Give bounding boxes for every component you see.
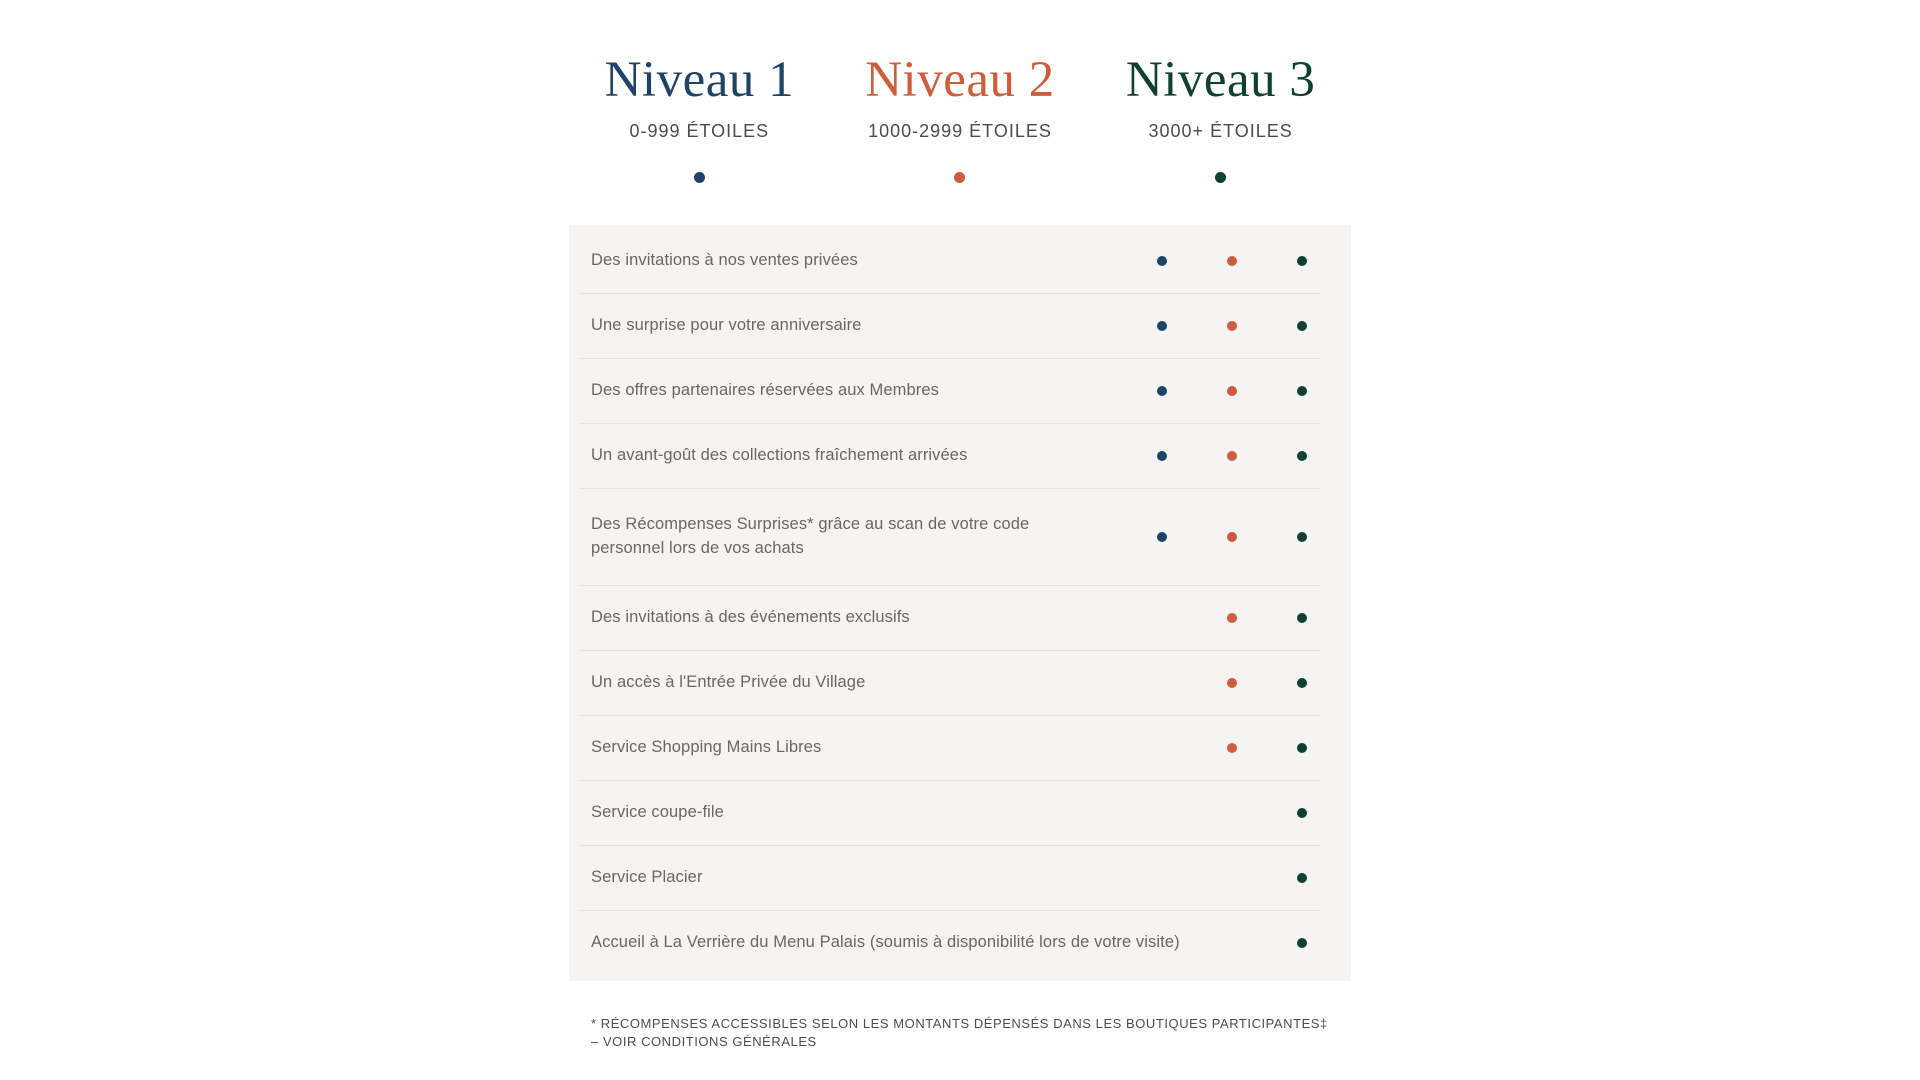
- level-2-dot: [1227, 256, 1237, 266]
- level-2-dot: [1227, 678, 1237, 688]
- benefit-row: [569, 716, 1351, 780]
- benefits-table: [569, 225, 1351, 981]
- benefit-label: Un avant-goût des collections fraîchement arrivées: [591, 446, 968, 465]
- level-2-cell: [1197, 532, 1267, 542]
- tier-subtitle: 3000+ ÉTOILES: [1148, 121, 1293, 141]
- tier-subtitle: 0-999 ÉTOILES: [629, 121, 770, 141]
- level-dots: [1127, 489, 1337, 585]
- level-1-cell: [1127, 256, 1197, 266]
- level-2-dot: [1227, 321, 1237, 331]
- tier-column-niveau-2: [830, 52, 1091, 183]
- level-3-dot: [1297, 743, 1307, 753]
- level-dots: [1127, 911, 1337, 975]
- level-3-cell: [1267, 321, 1337, 331]
- level-1-dot: [1157, 451, 1167, 461]
- loyalty-tiers-section: [569, 0, 1351, 1050]
- tier-title: Niveau 2: [865, 52, 1055, 108]
- benefit-row: [569, 846, 1351, 910]
- level-1-dot: [1157, 386, 1167, 396]
- benefit-label: Un accès à l'Entrée Privée du Village: [591, 673, 866, 692]
- benefit-row: [569, 781, 1351, 845]
- level-3-cell: [1267, 532, 1337, 542]
- level-3-cell: [1267, 808, 1337, 818]
- level-3-cell: [1267, 938, 1337, 948]
- benefit-label: Des invitations à nos ventes privées: [591, 251, 858, 270]
- tiers-header: [569, 52, 1351, 183]
- benefit-label: Une surprise pour votre anniversaire: [591, 316, 862, 335]
- level-3-dot: [1297, 678, 1307, 688]
- level-1-cell: [1127, 532, 1197, 542]
- tier-title: Niveau 3: [1125, 52, 1316, 108]
- benefit-label: Service Placier: [591, 868, 703, 887]
- benefit-label: Service Shopping Mains Libres: [591, 738, 822, 757]
- benefit-row: [569, 651, 1351, 715]
- level-3-dot: [1297, 256, 1307, 266]
- level-2-dot: [1227, 451, 1237, 461]
- level-3-dot: [1297, 386, 1307, 396]
- level-1-cell: [1127, 451, 1197, 461]
- level-3-dot: [1297, 321, 1307, 331]
- benefit-label: Service coupe-file: [591, 803, 724, 822]
- tier-column-niveau-3: [1090, 52, 1351, 183]
- tier-title: Niveau 1: [604, 52, 795, 108]
- footnote: [569, 1015, 1351, 1050]
- benefit-row: [569, 294, 1351, 358]
- level-2-cell: [1197, 743, 1267, 753]
- level-2-cell: [1197, 321, 1267, 331]
- level-1-dot: [1157, 321, 1167, 331]
- level-3-cell: [1267, 743, 1337, 753]
- level-3-cell: [1267, 873, 1337, 883]
- level-dots: [1127, 359, 1337, 423]
- benefit-label: Des Récompenses Surprises* grâce au scan de votre code personnel lors de vos achats: [591, 515, 1030, 557]
- level-1-dot: [1157, 256, 1167, 266]
- footnote-line: * RÉCOMPENSES ACCESSIBLES SELON LES MONTANTS DÉPENSÉS DANS LES BOUTIQUES PARTICIPANTES‡: [591, 1016, 1328, 1031]
- level-3-cell: [1267, 386, 1337, 396]
- level-dots: [1127, 586, 1337, 650]
- level-3-dot: [1297, 808, 1307, 818]
- level-2-cell: [1197, 678, 1267, 688]
- benefit-row: [569, 489, 1351, 585]
- level-dots: [1127, 781, 1337, 845]
- level-3-dot: [1297, 613, 1307, 623]
- level-dots: [1127, 716, 1337, 780]
- level-dots: [1127, 294, 1337, 358]
- level-2-dot: [1227, 613, 1237, 623]
- level-3-dot: [1297, 532, 1307, 542]
- benefit-row: [569, 424, 1351, 488]
- tier-legend-dot: [694, 172, 705, 183]
- level-dots: [1127, 846, 1337, 910]
- level-3-dot: [1297, 873, 1307, 883]
- level-3-cell: [1267, 256, 1337, 266]
- level-2-cell: [1197, 613, 1267, 623]
- level-2-dot: [1227, 386, 1237, 396]
- level-3-cell: [1267, 678, 1337, 688]
- level-3-cell: [1267, 613, 1337, 623]
- level-1-dot: [1157, 532, 1167, 542]
- benefit-row: [569, 229, 1351, 293]
- level-2-cell: [1197, 386, 1267, 396]
- level-dots: [1127, 229, 1337, 293]
- benefit-label: Des invitations à des événements exclusifs: [591, 608, 910, 627]
- tier-legend-dot: [1215, 172, 1226, 183]
- tier-legend-dot: [954, 172, 965, 183]
- benefit-row: [569, 911, 1351, 975]
- level-2-cell: [1197, 256, 1267, 266]
- level-dots: [1127, 651, 1337, 715]
- level-3-dot: [1297, 938, 1307, 948]
- benefit-label: Accueil à La Verrière du Menu Palais (soumis à disponibilité lors de votre visite): [591, 933, 1180, 952]
- level-3-cell: [1267, 451, 1337, 461]
- level-1-cell: [1127, 321, 1197, 331]
- level-2-dot: [1227, 532, 1237, 542]
- benefit-row: [569, 359, 1351, 423]
- benefit-label: Des offres partenaires réservées aux Membres: [591, 381, 939, 400]
- benefit-row: [569, 586, 1351, 650]
- level-2-dot: [1227, 743, 1237, 753]
- level-3-dot: [1297, 451, 1307, 461]
- footnote-line: – VOIR CONDITIONS GÉNÉRALES: [591, 1033, 817, 1049]
- tier-column-niveau-1: [569, 52, 830, 183]
- level-dots: [1127, 424, 1337, 488]
- level-1-cell: [1127, 386, 1197, 396]
- tier-subtitle: 1000-2999 ÉTOILES: [868, 121, 1052, 141]
- level-2-cell: [1197, 451, 1267, 461]
